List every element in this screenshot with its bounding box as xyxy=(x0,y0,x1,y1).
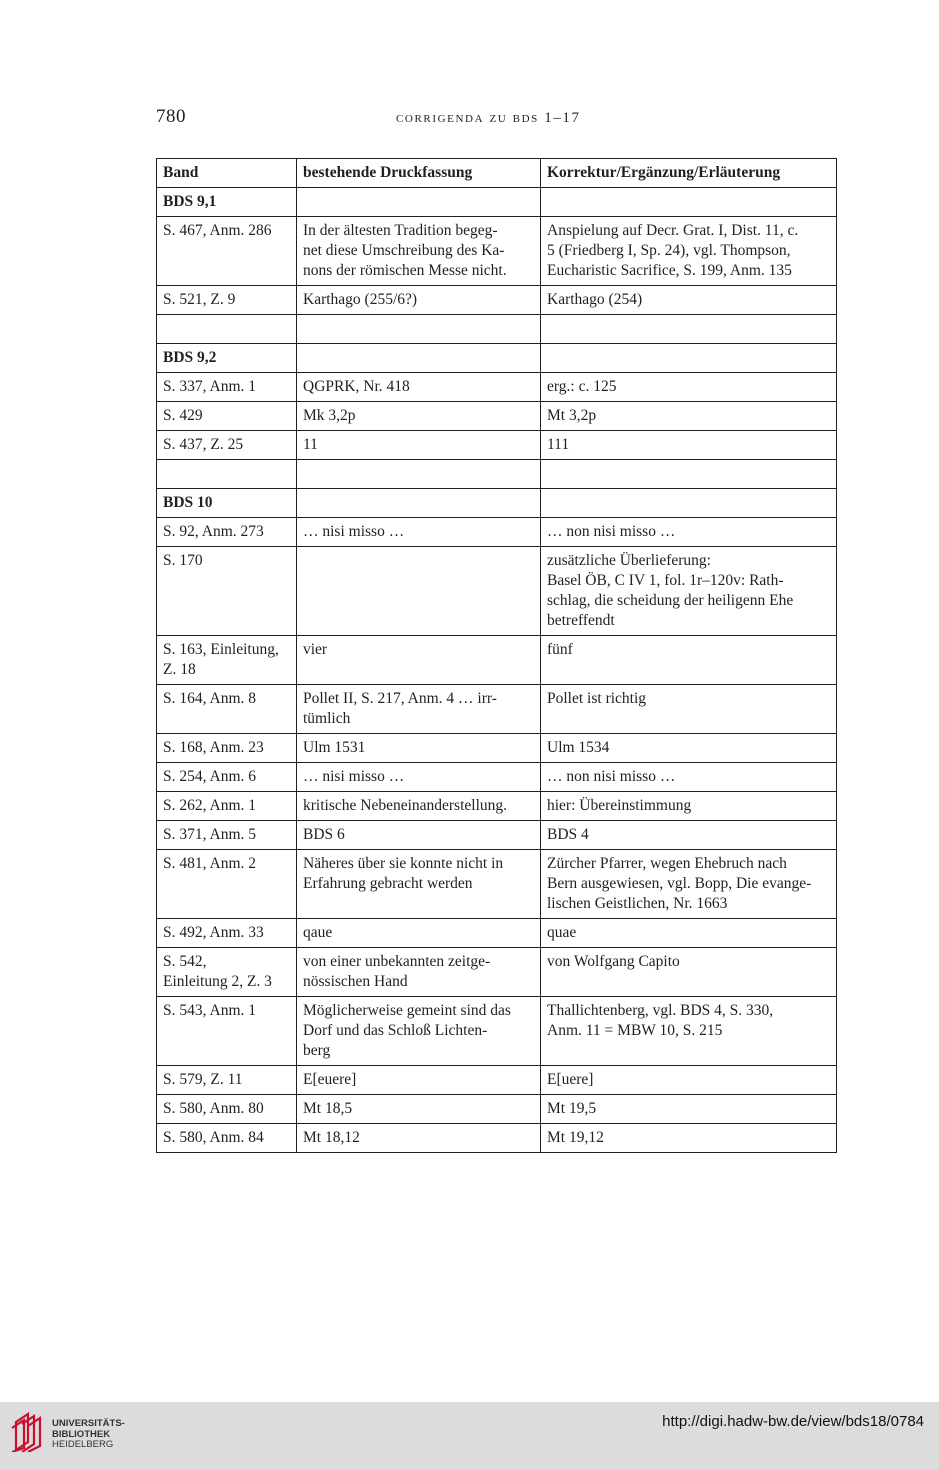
cell-druckfassung xyxy=(297,344,541,373)
cell-korrektur: Pollet ist richtig xyxy=(541,685,837,734)
cell-korrektur: Karthago (254) xyxy=(541,286,837,315)
cell-band: S. 164, Anm. 8 xyxy=(157,685,297,734)
cell-band: S. 580, Anm. 80 xyxy=(157,1095,297,1124)
cell-korrektur: Mt 19,12 xyxy=(541,1124,837,1153)
table-row xyxy=(157,431,837,460)
cell-druckfassung: von einer unbekannten zeitge- nössischen Hand xyxy=(297,948,541,997)
cell-korrektur: … non nisi misso … xyxy=(541,763,837,792)
table-row xyxy=(157,919,837,948)
cell-korrektur xyxy=(541,188,837,217)
cell-band: S. 163, Einleitung, Z. 18 xyxy=(157,636,297,685)
source-url-link[interactable]: http://digi.hadw-bw.de/view/bds18/0784 xyxy=(662,1413,924,1430)
cell-korrektur: E[uere] xyxy=(541,1066,837,1095)
cell-druckfassung xyxy=(297,547,541,636)
table-row xyxy=(157,1095,837,1124)
table-row xyxy=(157,518,837,547)
table-body xyxy=(157,188,837,1153)
table-row xyxy=(157,217,837,286)
library-logo-text xyxy=(52,1419,125,1451)
library-footer xyxy=(0,1402,939,1470)
table-header-row xyxy=(157,159,837,188)
cell-korrektur: 111 xyxy=(541,431,837,460)
cell-korrektur: Ulm 1534 xyxy=(541,734,837,763)
table-row xyxy=(157,685,837,734)
cell-korrektur: von Wolfgang Capito xyxy=(541,948,837,997)
corrigenda-table xyxy=(156,158,837,1153)
cell-band: S. 262, Anm. 1 xyxy=(157,792,297,821)
cell-korrektur xyxy=(541,460,837,489)
table-row xyxy=(157,547,837,636)
cell-korrektur: Mt 19,5 xyxy=(541,1095,837,1124)
cell-korrektur: hier: Übereinstimmung xyxy=(541,792,837,821)
cell-druckfassung: Mk 3,2p xyxy=(297,402,541,431)
table-row xyxy=(157,792,837,821)
cell-band: S. 437, Z. 25 xyxy=(157,431,297,460)
table-row xyxy=(157,997,837,1066)
table-row xyxy=(157,948,837,997)
cell-druckfassung: vier xyxy=(297,636,541,685)
spacer-row xyxy=(157,460,837,489)
table-row xyxy=(157,1124,837,1153)
table-row xyxy=(157,402,837,431)
cell-korrektur: quae xyxy=(541,919,837,948)
cell-druckfassung: Mt 18,5 xyxy=(297,1095,541,1124)
cell-band: S. 481, Anm. 2 xyxy=(157,850,297,919)
cell-korrektur: erg.: c. 125 xyxy=(541,373,837,402)
table-row xyxy=(157,763,837,792)
cell-korrektur: Zürcher Pfarrer, wegen Ehebruch nach Bern ausgewiesen, vgl. Bopp, Die evange- lischen Geistlichen, Nr. 1663 xyxy=(541,850,837,919)
page-number: 780 xyxy=(156,106,186,127)
section-row xyxy=(157,489,837,518)
section-row xyxy=(157,188,837,217)
cell-band: S. 542, Einleitung 2, Z. 3 xyxy=(157,948,297,997)
running-head: corrigenda zu bds 1–17 xyxy=(396,110,581,126)
table-row xyxy=(157,373,837,402)
cell-druckfassung: QGPRK, Nr. 418 xyxy=(297,373,541,402)
cell-druckfassung: Pollet II, S. 217, Anm. 4 … irr- tümlich xyxy=(297,685,541,734)
cell-druckfassung: Mt 18,12 xyxy=(297,1124,541,1153)
cell-band xyxy=(157,315,297,344)
column-header-druckfassung: bestehende Druckfassung xyxy=(297,159,541,188)
cell-druckfassung: Näheres über sie konnte nicht in Erfahrung gebracht werden xyxy=(297,850,541,919)
logo-line-3: HEIDELBERG xyxy=(52,1439,114,1450)
cell-druckfassung xyxy=(297,188,541,217)
cell-band: S. 170 xyxy=(157,547,297,636)
cell-druckfassung: kritische Nebeneinanderstellung. xyxy=(297,792,541,821)
cell-druckfassung xyxy=(297,489,541,518)
table-row xyxy=(157,821,837,850)
cell-druckfassung: … nisi misso … xyxy=(297,763,541,792)
cell-druckfassung: Möglicherweise gemeint sind das Dorf und das Schloß Lichten- berg xyxy=(297,997,541,1066)
cell-band: S. 429 xyxy=(157,402,297,431)
library-logo-icon xyxy=(10,1412,44,1452)
cell-korrektur xyxy=(541,315,837,344)
cell-band: S. 92, Anm. 273 xyxy=(157,518,297,547)
cell-druckfassung xyxy=(297,315,541,344)
table-row xyxy=(157,636,837,685)
cell-druckfassung: BDS 6 xyxy=(297,821,541,850)
cell-band: BDS 9,2 xyxy=(157,344,297,373)
cell-druckfassung: Karthago (255/6?) xyxy=(297,286,541,315)
cell-druckfassung: E[euere] xyxy=(297,1066,541,1095)
cell-korrektur: fünf xyxy=(541,636,837,685)
cell-band: S. 543, Anm. 1 xyxy=(157,997,297,1066)
cell-korrektur xyxy=(541,344,837,373)
table-row xyxy=(157,286,837,315)
cell-druckfassung: In der ältesten Tradition begeg- net diese Umschreibung des Ka- nons der römischen Messe nicht. xyxy=(297,217,541,286)
cell-korrektur xyxy=(541,489,837,518)
cell-korrektur: Anspielung auf Decr. Grat. I, Dist. 11, c. 5 (Friedberg I, Sp. 24), vgl. Thompson, Eucharistic Sacrifice, S. 199, Anm. 135 xyxy=(541,217,837,286)
cell-band: S. 521, Z. 9 xyxy=(157,286,297,315)
table-row xyxy=(157,734,837,763)
cell-band: BDS 10 xyxy=(157,489,297,518)
cell-korrektur: Thallichtenberg, vgl. BDS 4, S. 330, Anm. 11 = MBW 10, S. 215 xyxy=(541,997,837,1066)
cell-band: S. 337, Anm. 1 xyxy=(157,373,297,402)
cell-korrektur: zusätzliche Überlieferung: Basel ÖB, C IV 1, fol. 1r–120v: Rath- schlag, die scheidung der heiligenn Ehe betreffendt xyxy=(541,547,837,636)
cell-band: S. 254, Anm. 6 xyxy=(157,763,297,792)
column-header-korrektur: Korrektur/Ergänzung/Erläuterung xyxy=(541,159,837,188)
cell-band: S. 467, Anm. 286 xyxy=(157,217,297,286)
cell-band: S. 371, Anm. 5 xyxy=(157,821,297,850)
cell-druckfassung: qaue xyxy=(297,919,541,948)
cell-korrektur: … non nisi misso … xyxy=(541,518,837,547)
cell-druckfassung xyxy=(297,460,541,489)
logo-line-2: BIBLIOTHEK xyxy=(52,1428,111,1440)
cell-band: S. 580, Anm. 84 xyxy=(157,1124,297,1153)
cell-band: BDS 9,1 xyxy=(157,188,297,217)
cell-druckfassung: Ulm 1531 xyxy=(297,734,541,763)
cell-band: S. 579, Z. 11 xyxy=(157,1066,297,1095)
cell-druckfassung: … nisi misso … xyxy=(297,518,541,547)
cell-band xyxy=(157,460,297,489)
cell-band: S. 492, Anm. 33 xyxy=(157,919,297,948)
spacer-row xyxy=(157,315,837,344)
cell-korrektur: BDS 4 xyxy=(541,821,837,850)
cell-korrektur: Mt 3,2p xyxy=(541,402,837,431)
cell-druckfassung: 11 xyxy=(297,431,541,460)
column-header-band: Band xyxy=(157,159,297,188)
table-row xyxy=(157,1066,837,1095)
cell-band: S. 168, Anm. 23 xyxy=(157,734,297,763)
table-row xyxy=(157,850,837,919)
logo-line-1: UNIVERSITÄTS- xyxy=(52,1418,125,1429)
section-row xyxy=(157,344,837,373)
